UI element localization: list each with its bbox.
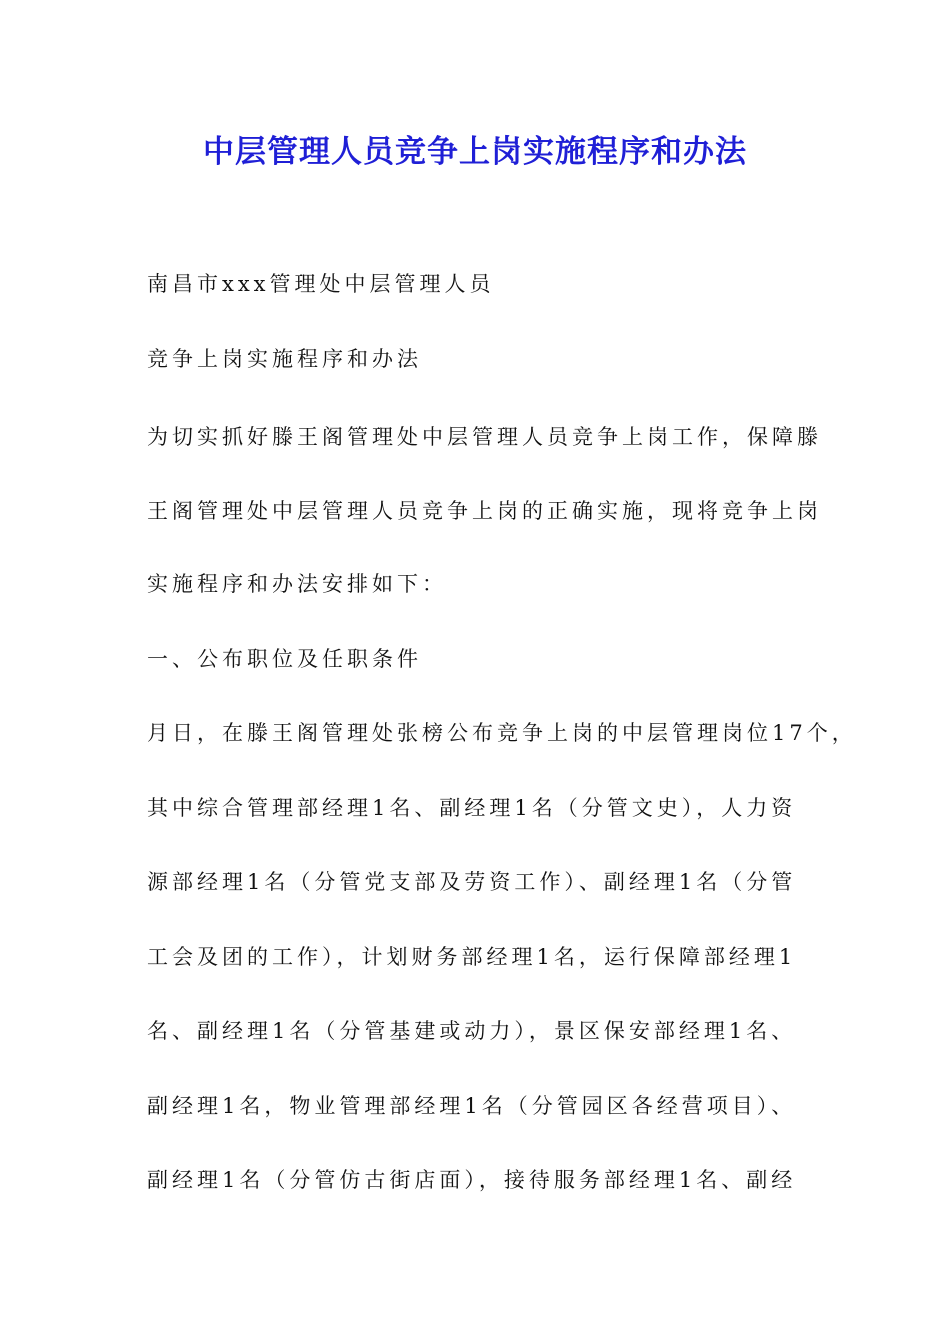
text-line-9: 源部经理1名（分管党支部及劳资工作）、副经理1名（分管 (147, 870, 797, 894)
text-line-4: 王阁管理处中层管理人员竞争上岗的正确实施，现将竞争上岗 (147, 499, 822, 523)
text-line-13: 副经理1名（分管仿古街店面），接待服务部经理1名、副经 (147, 1168, 797, 1192)
text-line-8: 其中综合管理部经理1名、副经理1名（分管文史），人力资 (147, 796, 797, 820)
text-line-1: 南昌市xxx管理处中层管理人员 (147, 272, 495, 296)
text-line-3: 为切实抓好滕王阁管理处中层管理人员竞争上岗工作，保障滕 (147, 425, 822, 449)
text-line-12: 副经理1名，物业管理部经理1名（分管园区各经营项目）、 (147, 1094, 797, 1118)
document-title: 中层管理人员竞争上岗实施程序和办法 (203, 134, 747, 170)
text-line-10: 工会及团的工作），计划财务部经理1名，运行保障部经理1 (147, 945, 797, 969)
section-heading-1: 一、公布职位及任职条件 (147, 647, 422, 671)
text-line-7: 月日，在滕王阁管理处张榜公布竞争上岗的中层管理岗位17个， (147, 721, 857, 745)
text-line-11: 名、副经理1名（分管基建或动力），景区保安部经理1名、 (147, 1019, 797, 1043)
text-line-5: 实施程序和办法安排如下： (147, 572, 447, 596)
text-line-2: 竞争上岗实施程序和办法 (147, 347, 422, 371)
